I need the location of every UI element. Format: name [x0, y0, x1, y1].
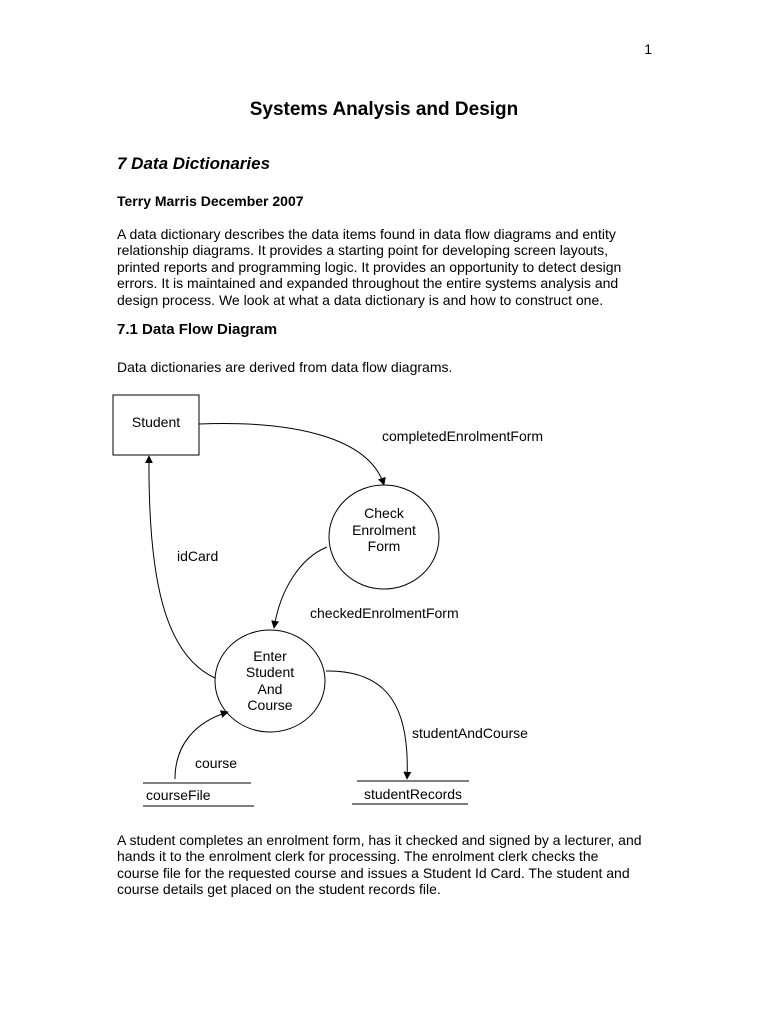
intro-line: design process. We look at what a data dictionary is and how to construct one. [117, 291, 604, 308]
summary-line: A student completes an enrolment form, has it checked and signed by a lecturer, and [117, 832, 642, 848]
summary-line: hands it to the enrolment clerk for processing. The enrolment clerk checks the [117, 848, 599, 865]
student-entity-label: Student [131, 414, 181, 430]
student-and-course-flow-label: studentAndCourse [412, 725, 528, 741]
completed-form-flow-arrow [199, 424, 384, 485]
id-card-flow-label: idCard [177, 548, 219, 564]
section-intro: Data dictionaries are derived from data flow diagrams. [117, 359, 453, 375]
enter-process-label: And [257, 681, 283, 697]
enter-process-label: Enter [253, 648, 287, 664]
course-flow-label: course [195, 755, 238, 771]
summary-line: course details get placed on the student records file. [117, 881, 441, 898]
student-records-store-label: studentRecords [364, 786, 463, 802]
enter-process-label: Student [245, 664, 295, 680]
chapter-heading: 7 Data Dictionaries [117, 154, 271, 173]
checked-form-flow-label: checkedEnrolmentForm [310, 605, 459, 621]
check-process-label: Enrolment [352, 522, 416, 538]
author-line: Terry Marris December 2007 [117, 193, 304, 209]
intro-line: errors. It is maintained and expanded throughout the entire systems analysis and [117, 275, 619, 292]
page-number: 1 [644, 41, 652, 57]
check-process-label: Check [364, 505, 404, 521]
intro-line: printed reports and programming logic. It provides an opportunity to detect design [117, 258, 622, 275]
id-card-flow-arrow [149, 456, 215, 678]
completed-form-flow-label: completedEnrolmentForm [382, 428, 544, 444]
intro-line: A data dictionary describes the data items found in data flow diagrams and entity [117, 226, 616, 242]
check-process-label: Form [367, 538, 401, 554]
summary-line: course file for the requested course and issues a Student Id Card. The student and [117, 864, 630, 881]
intro-line: relationship diagrams. It provides a starting point for developing screen layouts, [117, 242, 609, 259]
summary-paragraph [117, 832, 662, 898]
course-file-store-label: courseFile [146, 787, 211, 803]
section-heading: 7.1 Data Flow Diagram [117, 321, 278, 338]
document-title: Systems Analysis and Design [249, 99, 519, 120]
enter-process-label: Course [247, 697, 293, 713]
student-and-course-flow-arrow [326, 671, 407, 779]
